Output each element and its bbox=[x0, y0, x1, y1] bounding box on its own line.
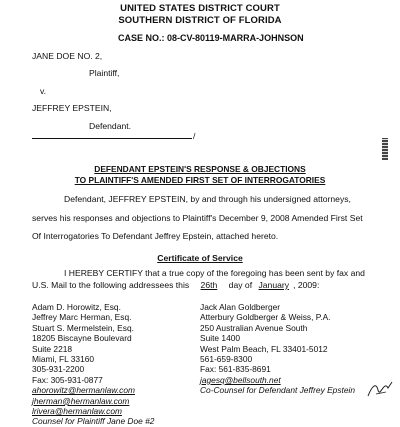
certificate-line2-post: , 2009: bbox=[293, 280, 320, 290]
plaintiff-counsel-line: Fax: 305-931-0877 bbox=[32, 374, 103, 385]
caption-plaintiff-role: Plaintiff, bbox=[89, 68, 120, 78]
caption-rule bbox=[32, 138, 192, 139]
case-number bbox=[118, 33, 304, 43]
scan-edge-mark bbox=[382, 138, 388, 160]
plaintiff-counsel-line: Jeffrey Marc Herman, Esq. bbox=[32, 312, 132, 323]
defendant-counsel-line: Fax: 561-835-8691 bbox=[200, 364, 271, 375]
defendant-counsel-line: 250 Australian Avenue South bbox=[200, 322, 308, 333]
plaintiff-counsel-line: Stuart S. Mermelstein, Esq. bbox=[32, 322, 134, 333]
plaintiff-email-link[interactable]: jherman@hermanlaw.com bbox=[32, 395, 130, 406]
plaintiff-counsel-block bbox=[32, 302, 154, 427]
body-paragraph-line3: Of Interrogatories To Defendant Jeffrey Epstein, attached hereto. bbox=[32, 231, 279, 241]
defendant-counsel-line: Suite 1400 bbox=[200, 333, 241, 344]
plaintiff-counsel-line: 18205 Biscayne Boulevard bbox=[32, 333, 132, 344]
plaintiff-counsel-line: 305-931-2200 bbox=[32, 364, 85, 375]
plaintiff-counsel-line: Adam D. Horowitz, Esq. bbox=[32, 302, 121, 312]
plaintiff-counsel-line: Miami, FL 33160 bbox=[32, 354, 95, 365]
defendant-counsel-role: Co-Counsel for Defendant Jeffrey Epstein bbox=[200, 385, 356, 396]
plaintiff-email-link[interactable]: lrivera@hermanlaw.com bbox=[32, 406, 122, 417]
plaintiff-counsel-line: Suite 2218 bbox=[32, 343, 73, 354]
caption-plaintiff-name: JANE DOE NO. 2, bbox=[32, 51, 103, 61]
certificate-line2 bbox=[32, 280, 319, 290]
caption-defendant-role: Defendant. bbox=[89, 121, 132, 131]
caption-defendant-name: JEFFREY EPSTEIN, bbox=[32, 103, 112, 113]
certificate-line2-mid: day of bbox=[228, 280, 253, 290]
court-name-line1: UNITED STATES DISTRICT COURT bbox=[120, 3, 280, 14]
caption-rule-end: / bbox=[193, 131, 196, 141]
caption-versus: v. bbox=[40, 86, 47, 96]
document-title-line2: TO PLAINTIFF'S AMENDED FIRST SET OF INTERROGATORIES bbox=[74, 175, 326, 185]
handwritten-initials-mark bbox=[366, 376, 394, 398]
plaintiff-email-link[interactable]: ahorowitz@hermanlaw.com bbox=[32, 385, 135, 396]
defendant-counsel-line: 561-659-8300 bbox=[200, 354, 253, 365]
certificate-heading: Certificate of Service bbox=[157, 253, 243, 263]
certificate-line1: I HEREBY CERTIFY that a true copy of the foregoing has been sent by fax and bbox=[64, 268, 365, 278]
plaintiff-counsel-role: Counsel for Plaintiff Jane Doe #2 bbox=[32, 416, 155, 427]
defendant-counsel-line: Jack Alan Goldberger bbox=[200, 302, 281, 312]
body-paragraph-line1: Defendant, JEFFREY EPSTEIN, by and through his undersigned attorneys, bbox=[64, 194, 351, 204]
court-name-line2: SOUTHERN DISTRICT OF FLORIDA bbox=[118, 15, 282, 26]
case-number-value: 08-CV-80119-MARRA-JOHNSON bbox=[167, 33, 304, 43]
defendant-counsel-line: Atterbury Goldberger & Weiss, P.A. bbox=[200, 312, 331, 323]
certificate-month: January bbox=[258, 280, 290, 290]
defendant-email-link[interactable]: jagesq@bellsouth.net bbox=[200, 374, 281, 385]
certificate-day: 26th bbox=[200, 280, 218, 290]
defendant-counsel-block bbox=[200, 302, 355, 396]
defendant-counsel-line: West Palm Beach, FL 33401-5012 bbox=[200, 343, 328, 354]
document-title-line1: DEFENDANT EPSTEIN'S RESPONSE & OBJECTIONS bbox=[94, 164, 306, 174]
body-paragraph-line2: serves his responses and objections to Plaintiff's December 9, 2008 Amended First Set bbox=[32, 213, 363, 223]
certificate-line2-pre: U.S. Mail to the following addressees this bbox=[32, 280, 190, 290]
case-number-label: CASE NO.: bbox=[118, 33, 165, 43]
